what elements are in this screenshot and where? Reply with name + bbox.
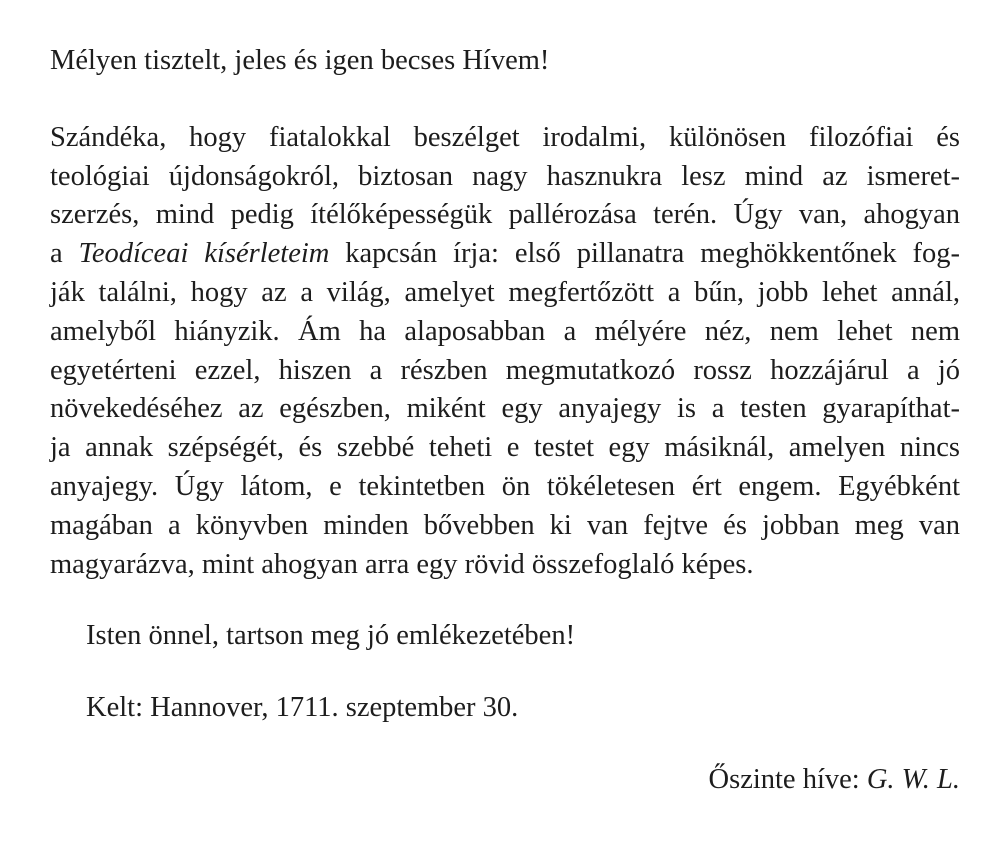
body-line: anyajegy. Úgy látom, e tekintetben ön tökéletesen ért engem. Egyébként [50, 470, 960, 502]
date-line: Kelt: Hannover, 1711. szeptember 30. [86, 692, 519, 724]
body-line: egyetérteni ezzel, hiszen a részben megmutatkozó rossz hozzájárul a jó [50, 354, 960, 386]
book-title-italic: Teodíceai kísérleteim [78, 238, 330, 270]
body-line-pre: a [50, 238, 79, 270]
body-line: magyarázva, mint ahogyan arra egy rövid összefoglaló képes. [50, 548, 754, 580]
body-line: amelyből hiányzik. Ám ha alaposabban a mélyére néz, nem lehet nem [50, 315, 960, 347]
signature [50, 761, 960, 800]
body-line-post: kapcsán írja: első pillanatra meghökkentőnek fog- [329, 238, 960, 270]
body-line: növekedéséhez az egészben, miként egy anyajegy is a testen gyarapíthat- [50, 393, 960, 425]
signature-prefix: Őszinte híve: [708, 763, 867, 795]
closing-line: Isten önnel, tartson meg jó emlékezetében! [86, 620, 576, 652]
body-line: ja annak szépségét, és szebbé teheti e testet egy másiknál, amelyen nincs [50, 432, 960, 464]
salutation: Mélyen tisztelt, jeles és igen becses Hívem! [50, 45, 550, 76]
body-line: teológiai újdonságokról, biztosan nagy hasznukra lesz mind az ismeret- [50, 160, 960, 192]
body-line: ják találni, hogy az a világ, amelyet megfertőzött a bűn, jobb lehet annál, [50, 276, 960, 308]
body-line: magában a könyvben minden bővebben ki van fejtve és jobban meg van [50, 509, 960, 541]
letter-page [50, 42, 960, 800]
body-line: szerzés, mind pedig ítélőképességük pallérozása terén. Úgy van, ahogyan [50, 199, 960, 231]
signature-name: G. W. L. [866, 763, 960, 795]
body-line [50, 235, 960, 274]
body-line: Szándéka, hogy fiatalokkal beszélget irodalmi, különösen filozófiai és [50, 121, 960, 153]
letter-body [50, 119, 960, 585]
